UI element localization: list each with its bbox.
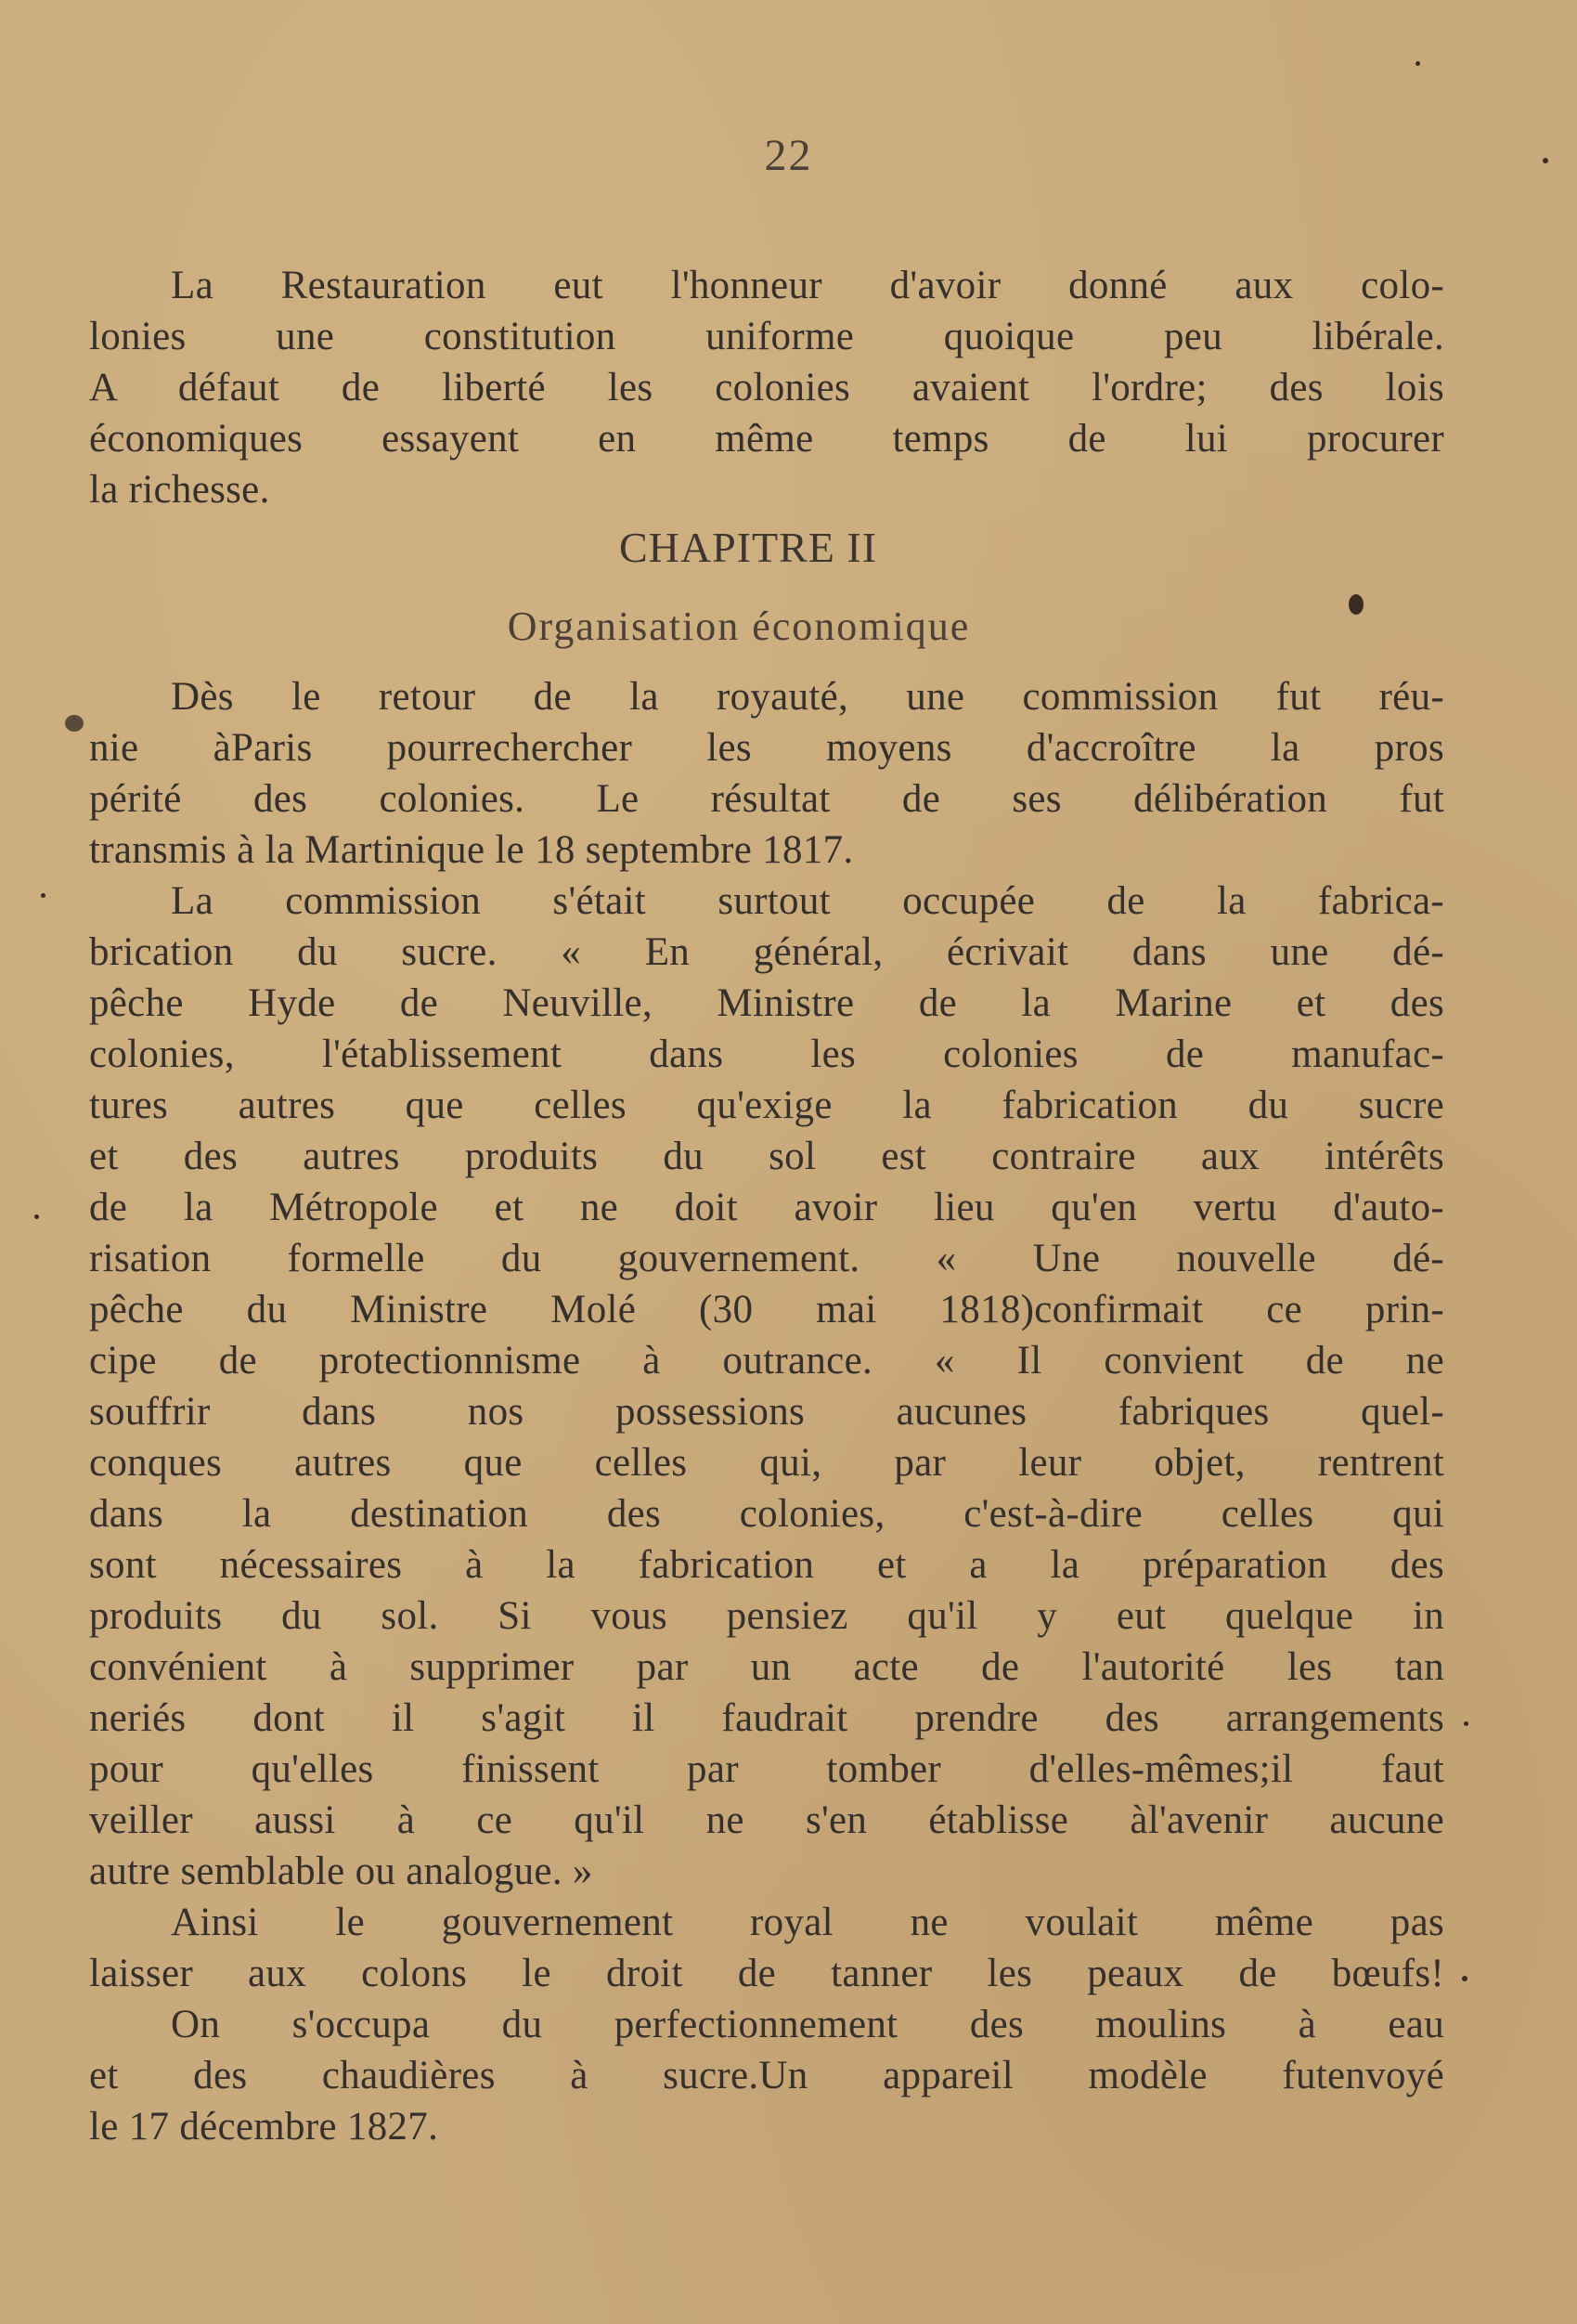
text-line: laisser aux colons le droit de tanner les peaux de bœufs! xyxy=(89,1952,1444,1995)
text-line: dans la destination des colonies, c'est-à-dire celles qui xyxy=(89,1492,1444,1536)
chapter-title: CHAPITRE II xyxy=(618,524,878,571)
text-line: souffrir dans nos possessions aucunes fabriques quel- xyxy=(89,1390,1444,1434)
text-line: lonies une constitution uniforme quoique peu libérale. xyxy=(89,315,1444,358)
text-line: nie àParis pourrechercher les moyens d'accroître la pros xyxy=(89,726,1444,770)
text-line: La commission s'était surtout occupée de la fabrica- xyxy=(171,879,1444,923)
text-line: cipe de protectionnisme à outrance. « Il convient de ne xyxy=(89,1339,1444,1383)
intro-paragraph xyxy=(89,260,1444,515)
text-line: périté des colonies. Le résultat de ses délibération fut xyxy=(89,777,1444,821)
text-line: A défaut de liberté les colonies avaient l'ordre; des lois xyxy=(89,366,1444,409)
ink-spot xyxy=(65,715,84,732)
text-line: économiques essayent en même temps de lui procurer xyxy=(89,417,1444,461)
text-line: conques autres que celles qui, par leur objet, rentrent xyxy=(89,1441,1444,1485)
paragraph-2 xyxy=(89,876,1444,1897)
ink-spot xyxy=(1462,1976,1467,1981)
section-title: Organisation économique xyxy=(507,604,971,649)
ink-spot xyxy=(1464,1721,1468,1726)
text-line: pour qu'elles finissent par tomber d'elles-mêmes;il faut xyxy=(89,1747,1444,1791)
text-line: brication du sucre. « En général, écrivait dans une dé- xyxy=(89,930,1444,974)
text-line: colonies, l'établissement dans les colonies de manufac- xyxy=(89,1032,1444,1076)
text-line: sont nécessaires à la fabrication et a la préparation des xyxy=(89,1543,1444,1587)
text-line: pêche du Ministre Molé (30 mai 1818)confirmait ce prin- xyxy=(89,1288,1444,1331)
text-line: et des chaudières à sucre.Un appareil modèle futenvoyé xyxy=(89,2054,1444,2097)
ink-spot xyxy=(34,1214,39,1219)
page-number: 22 xyxy=(764,131,813,180)
text-line: Dès le retour de la royauté, une commission fut réu- xyxy=(171,675,1444,719)
ink-spot xyxy=(41,893,45,898)
text-line: La Restauration eut l'honneur d'avoir donné aux colo- xyxy=(171,264,1444,307)
ink-spot xyxy=(1415,61,1420,66)
ink-spot xyxy=(1543,158,1548,163)
text-line: Ainsi le gouvernement royal ne voulait même pas xyxy=(171,1901,1444,1944)
page-text xyxy=(89,260,1444,2152)
text-line: veiller aussi à ce qu'il ne s'en établisse àl'avenir aucune xyxy=(89,1798,1444,1842)
paragraph-1 xyxy=(89,671,1444,876)
paragraph-4 xyxy=(89,1999,1444,2152)
text-line: neriés dont il s'agit il faudrait prendre des arrangements xyxy=(89,1696,1444,1740)
text-line: On s'occupa du perfectionnement des moulins à eau xyxy=(171,2003,1444,2046)
paragraph-3 xyxy=(89,1897,1444,1999)
text-line: risation formelle du gouvernement. « Une nouvelle dé- xyxy=(89,1237,1444,1280)
text-line: pêche Hyde de Neuville, Ministre de la Marine et des xyxy=(89,981,1444,1025)
text-line: tures autres que celles qu'exige la fabrication du sucre xyxy=(89,1084,1444,1127)
text-line: produits du sol. Si vous pensiez qu'il y eut quelque in xyxy=(89,1594,1444,1638)
text-line: transmis à la Martinique le 18 septembre 1817. xyxy=(89,828,854,872)
text-line: convénient à supprimer par un acte de l'autorité les tan xyxy=(89,1645,1444,1689)
text-line: le 17 décembre 1827. xyxy=(89,2105,439,2149)
text-line: la richesse. xyxy=(89,468,270,512)
text-line: et des autres produits du sol est contraire aux intérêts xyxy=(89,1135,1444,1178)
text-line: autre semblable ou analogue. » xyxy=(89,1850,593,1893)
text-line: de la Métropole et ne doit avoir lieu qu'en vertu d'auto- xyxy=(89,1186,1444,1229)
ink-spot xyxy=(1349,594,1364,615)
